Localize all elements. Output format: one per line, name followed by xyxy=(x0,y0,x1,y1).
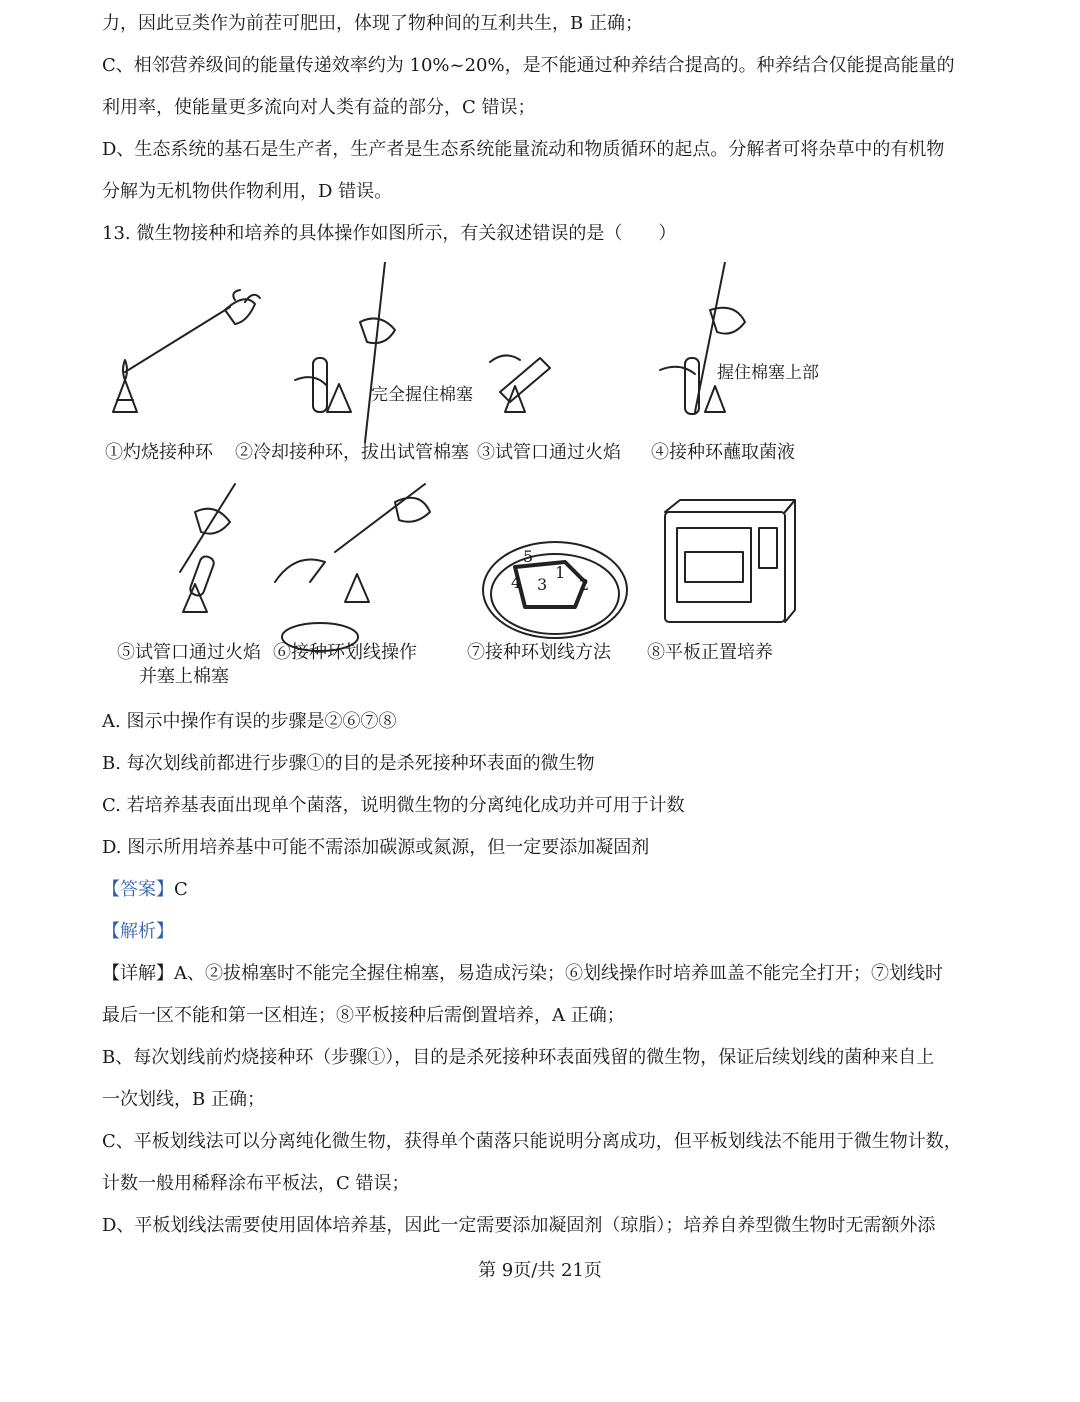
detail-line: D、平板划线法需要使用固体培养基，因此一定需要添加凝固剂（琼脂）；培养自养型微生物时无需额外添 xyxy=(102,1215,936,1236)
detail-line: 一次划线，B 正确； xyxy=(102,1089,265,1110)
loop-wire xyxy=(125,307,230,372)
detail-line xyxy=(102,962,943,986)
dish-number: 2 xyxy=(579,575,590,594)
caption-step-6: ⑥接种环划线操作 xyxy=(273,642,417,663)
experiment-figure xyxy=(95,262,855,702)
detail-line: 最后一区不能和第一区相连；⑧平板接种后需倒置培养，A 正确； xyxy=(102,1005,625,1026)
analysis-tag: 【解析】 xyxy=(102,921,174,942)
caption-step-8: ⑧平板正置培养 xyxy=(647,642,773,663)
caption-step-5-cont: 并塞上棉塞 xyxy=(139,666,229,687)
loop-wire xyxy=(365,262,385,442)
intro-line: 分解为无机物供作物利用，D 错误。 xyxy=(102,181,393,202)
intro-line: 利用率，使能量更多流向对人类有益的部分，C 错误； xyxy=(102,97,536,118)
petri-dish xyxy=(483,542,627,638)
answer-line xyxy=(102,878,188,902)
detail-line: B、每次划线前灼烧接种环（步骤①），目的是杀死接种环表面残留的微生物，保证后续划线的菌种来自上 xyxy=(102,1047,935,1068)
note-full-grip: 完全握住棉塞 xyxy=(371,385,473,405)
caption-step-3: ③试管口通过火焰 xyxy=(477,442,621,463)
answer-tag: 【答案】 xyxy=(102,879,174,900)
caption-step-2: ②冷却接种环，拔出试管棉塞 xyxy=(235,442,469,463)
note-top-grip: 握住棉塞上部 xyxy=(717,363,819,383)
answer-value: C xyxy=(174,879,188,900)
option-b: B. 每次划线前都进行步骤①的目的是杀死接种环表面的微生物 xyxy=(102,753,595,774)
page-footer: 第 9页/共 21页 xyxy=(478,1260,602,1281)
figure-drawings xyxy=(95,262,855,702)
caption-step-7: ⑦接种环划线方法 xyxy=(467,642,611,663)
caption-step-4: ④接种环蘸取菌液 xyxy=(651,442,795,463)
dish-number: 4 xyxy=(511,573,522,592)
intro-line: 力，因此豆类作为前茬可肥田，体现了物种间的互利共生，B 正确； xyxy=(102,13,643,34)
caption-step-5: ⑤试管口通过火焰 xyxy=(117,642,261,663)
dish-number: 1 xyxy=(555,563,566,582)
dish-number: 5 xyxy=(523,547,534,566)
option-c: C. 若培养基表面出现单个菌落，说明微生物的分离纯化成功并可用于计数 xyxy=(102,795,685,816)
detail-line: C、平板划线法可以分离纯化微生物，获得单个菌落只能说明分离成功，但平板划线法不能用于微生物计数， xyxy=(102,1131,962,1152)
detail-tag: 【详解】 xyxy=(102,963,174,984)
incubator-illustration xyxy=(665,500,795,622)
option-a: A. 图示中操作有误的步骤是②⑥⑦⑧ xyxy=(102,711,397,732)
intro-line: D、生态系统的基石是生产者，生产者是生态系统能量流动和物质循环的起点。分解者可将杂草中的有机物 xyxy=(102,139,945,160)
caption-step-1: ①灼烧接种环 xyxy=(105,442,213,463)
question-stem: 13. 微生物接种和培养的具体操作如图所示，有关叙述错误的是（ ） xyxy=(102,223,677,244)
detail-line: 计数一般用稀释涂布平板法，C 错误； xyxy=(102,1173,410,1194)
intro-line: C、相邻营养级间的能量传递效率约为 10%~20%，是不能通过种养结合提高的。种养结合仅能提高能量的 xyxy=(102,55,955,76)
option-d: D. 图示所用培养基中可能不需添加碳源或氮源，但一定要添加凝固剂 xyxy=(102,837,650,858)
hand-illustration xyxy=(225,299,255,324)
dish-number: 3 xyxy=(537,575,548,594)
detail-text: A、②拔棉塞时不能完全握住棉塞，易造成污染；⑥划线操作时培养皿盖不能完全打开；⑦划线时 xyxy=(174,963,943,984)
